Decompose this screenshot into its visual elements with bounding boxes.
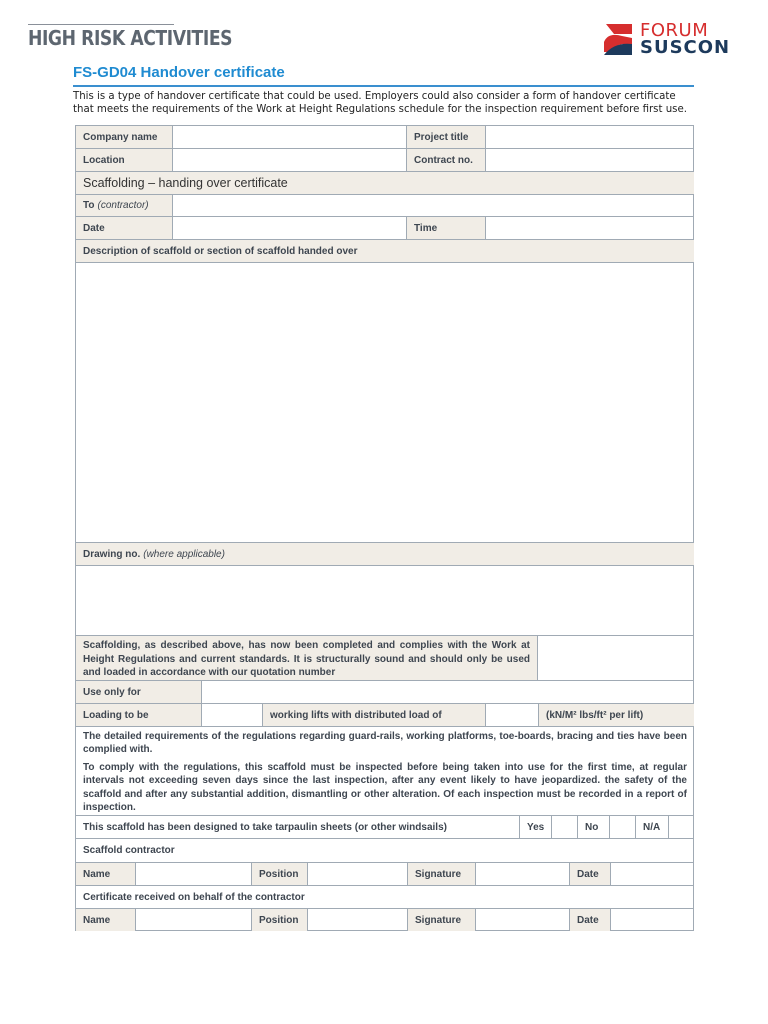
scaffold-contractor-heading: Scaffold contractor	[76, 839, 694, 863]
description-field[interactable]	[76, 263, 694, 543]
na-checkbox[interactable]	[669, 816, 694, 839]
drawing-no-field[interactable]	[76, 566, 694, 636]
contractor-name-label: Name	[76, 863, 136, 886]
completion-statement: Scaffolding, as described above, has now been completed and complies with the Work at Height Regulations and current standards. It is structurally sound and should only be used and loaded in accordance with our quotation number	[76, 636, 538, 681]
contractor-signature-field[interactable]	[476, 863, 570, 886]
intro-text: This is a type of handover certificate that could be used. Employers could also consider a form of handover certificate that meets the requirements of the Work at Height Regulations schedule for the inspection requirement before first use.	[73, 91, 687, 115]
to-label	[76, 195, 173, 217]
drawing-no-label	[76, 543, 694, 566]
working-lifts-label: working lifts with distributed load of	[263, 704, 486, 727]
time-field[interactable]	[486, 217, 694, 240]
drawing-no-text: Drawing no.	[83, 548, 141, 560]
location-label: Location	[76, 149, 173, 172]
contractor-date-label: Date	[570, 863, 611, 886]
location-field[interactable]	[173, 149, 407, 172]
contractor-position-field[interactable]	[308, 863, 408, 886]
receiver-date-label: Date	[570, 909, 611, 931]
receiver-name-label: Name	[76, 909, 136, 931]
requirements-para-2: To comply with the regulations, this scaffold must be inspected before being taken into use for the first time, at regular intervals not exceeding seven days since the last inspection, after any event likely to have jeopardized. the safety of the scaffold and after any substantial addition, dismantling or other alteration. Of each inspection must be recorded in a report of inspection.	[83, 761, 687, 814]
logo-text-forum: FORUM	[640, 20, 709, 41]
yes-checkbox[interactable]	[552, 816, 578, 839]
loading-to-be-label: Loading to be	[76, 704, 202, 727]
forum-suscon-logo	[600, 20, 731, 58]
company-name-field[interactable]	[173, 126, 407, 149]
contract-no-field[interactable]	[486, 149, 694, 172]
requirements-para-1: The detailed requirements of the regulations regarding guard-rails, working platforms, toe-boards, bracing and ties have been complied with.	[83, 731, 687, 756]
yes-label: Yes	[520, 816, 552, 839]
to-field[interactable]	[173, 195, 694, 217]
date-label: Date	[76, 217, 173, 240]
receiver-position-field[interactable]	[308, 909, 408, 931]
contractor-position-label: Position	[252, 863, 308, 886]
receiver-date-field[interactable]	[611, 909, 694, 931]
certificate-received-heading: Certificate received on behalf of the contractor	[76, 886, 694, 909]
tarpaulin-label: This scaffold has been designed to take tarpaulin sheets (or other windsails)	[76, 816, 520, 839]
document-title: FS-GD04 Handover certificate	[73, 64, 285, 81]
receiver-position-label: Position	[252, 909, 308, 931]
company-name-label: Company name	[76, 126, 173, 149]
contractor-date-field[interactable]	[611, 863, 694, 886]
requirements-text	[76, 727, 694, 816]
handover-form	[75, 125, 694, 931]
time-label: Time	[407, 217, 486, 240]
loading-lifts-field[interactable]	[202, 704, 263, 727]
drawing-no-note: (where applicable)	[143, 548, 225, 560]
distributed-load-field[interactable]	[486, 704, 539, 727]
date-field[interactable]	[173, 217, 407, 240]
title-rule	[73, 85, 694, 87]
na-label: N/A	[636, 816, 669, 839]
contract-no-label: Contract no.	[407, 149, 486, 172]
section-title: HIGH RISK ACTIVITIES	[28, 26, 233, 50]
description-label: Description of scaffold or section of scaffold handed over	[76, 240, 694, 263]
to-note: (contractor)	[97, 200, 149, 211]
no-checkbox[interactable]	[610, 816, 636, 839]
use-only-for-field[interactable]	[202, 681, 694, 704]
logo-mark-icon	[600, 22, 636, 58]
header-rule	[28, 24, 174, 25]
no-label: No	[578, 816, 610, 839]
receiver-signature-field[interactable]	[476, 909, 570, 931]
section-heading: Scaffolding – handing over certificate	[76, 172, 694, 195]
use-only-for-label: Use only for	[76, 681, 202, 704]
project-title-label: Project title	[407, 126, 486, 149]
load-units-label: (kN/M² lbs/ft² per lift)	[539, 704, 694, 727]
quotation-number-field[interactable]	[538, 636, 694, 681]
contractor-name-field[interactable]	[136, 863, 252, 886]
project-title-field[interactable]	[486, 126, 694, 149]
logo-text-suscon: SUSCON	[640, 37, 731, 58]
to-label-text: To	[83, 200, 95, 211]
receiver-signature-label: Signature	[408, 909, 476, 931]
receiver-name-field[interactable]	[136, 909, 252, 931]
contractor-signature-label: Signature	[408, 863, 476, 886]
